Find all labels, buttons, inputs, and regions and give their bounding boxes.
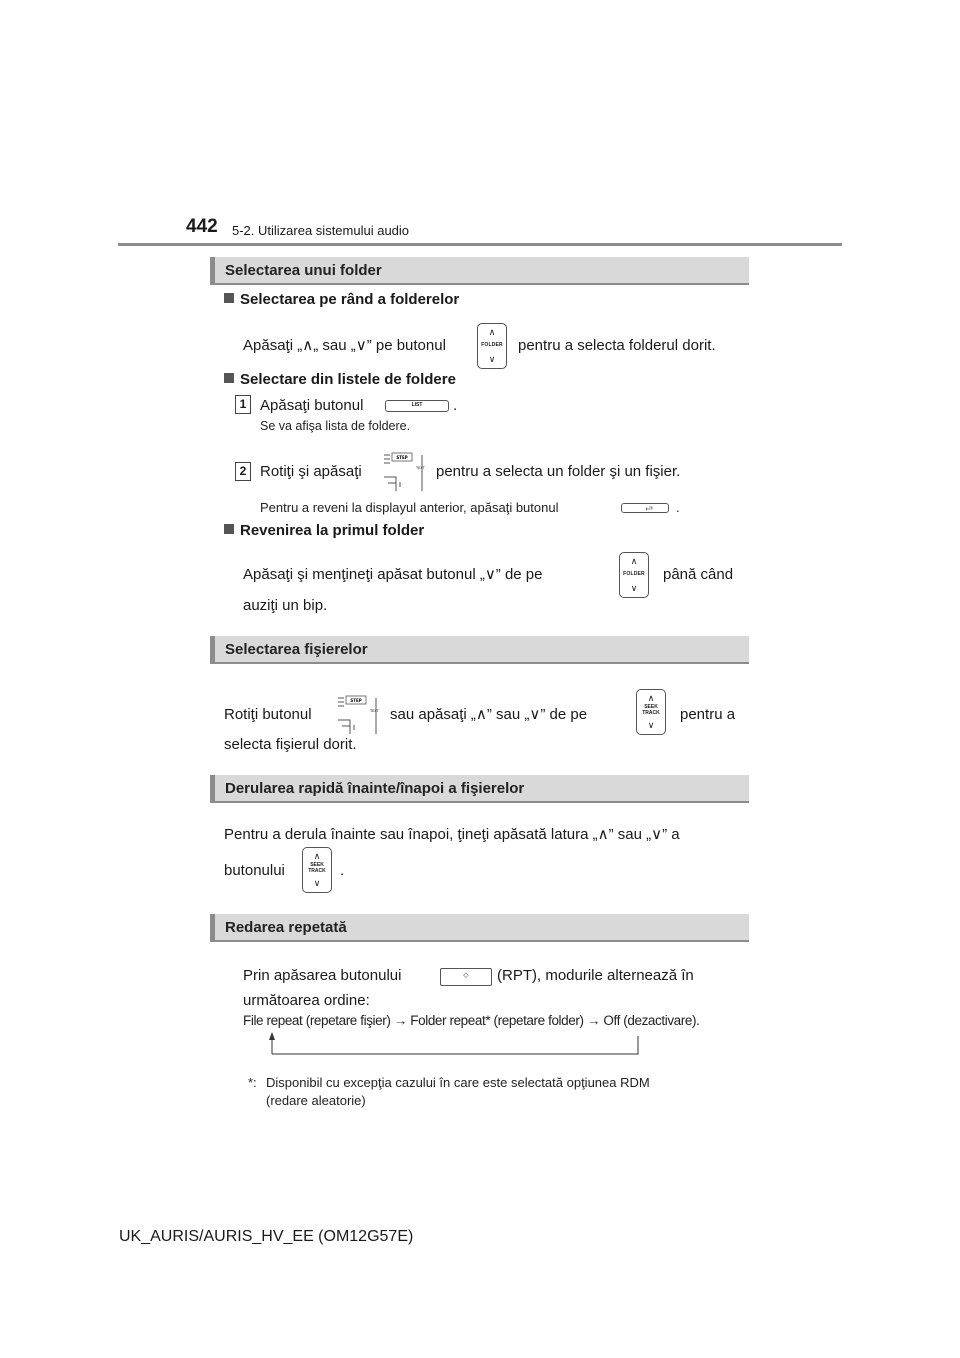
subhead-folder-sequential: Selectarea pe rând a folderelor <box>224 291 459 308</box>
svg-text:TEXT: TEXT <box>370 709 379 713</box>
list-button-icon: LIST <box>385 400 449 412</box>
tune-knob-icon <box>382 449 426 493</box>
folder-button-icon: ∧ FOLDER ∨ <box>619 552 649 598</box>
repeat-line2: următoarea ordine: <box>243 992 370 1009</box>
step1-note: Se va afişa lista de foldere. <box>260 419 411 433</box>
square-bullet-icon <box>224 524 234 534</box>
section-title: Redarea repetată <box>225 919 347 936</box>
seek-track-button-icon: ∧ SEEK TRACK ∨ <box>302 847 332 893</box>
subhead-first-folder: Revenirea la primul folder <box>224 522 424 539</box>
repeat-line1-a: Prin apăsarea butonului <box>243 967 402 984</box>
step2-note: Pentru a reveni la displayul anterior, apăsaţi butonul <box>260 500 559 515</box>
paragraph-folder-sequential: Apăsaţi „∧„ sau „∨” pe butonul <box>243 337 446 354</box>
ffwd-line1: Pentru a derula înainte sau înapoi, ţineţi apăsată latura „∧” sau „∨” a <box>224 826 680 843</box>
files-line1-a: Rotiţi butonul <box>224 706 312 723</box>
subhead-folder-list: Selectare din listele de foldere <box>224 371 456 388</box>
section-header-folder <box>210 257 749 285</box>
footnote-line2: (redare aleatorie) <box>266 1093 366 1108</box>
first-folder-line2: auziţi un bip. <box>243 597 328 614</box>
files-line1-b: sau apăsaţi „∧” sau „∨” de pe <box>390 706 588 723</box>
seek-track-button-icon: ∧ SEEK TRACK ∨ <box>636 689 666 735</box>
repeat-line1-b: (RPT), modurile alternează în <box>497 967 694 984</box>
svg-text:TEXT: TEXT <box>416 466 425 470</box>
svg-text:STEP: STEP <box>396 455 408 460</box>
repeat-sequence: File repeat (repetare fişier) → Folder repeat* (repetare folder) → Off (dezactivare). <box>243 1013 700 1028</box>
section-header-repeat <box>210 914 749 942</box>
cycle-arrow-icon <box>265 1030 645 1056</box>
folder-button-icon: ∧ FOLDER ∨ <box>477 323 507 369</box>
files-line2: selecta fişierul dorit. <box>224 736 357 753</box>
page-number: 442 <box>186 216 218 237</box>
step-number-2: 2 <box>235 462 251 481</box>
tune-knob-icon <box>336 692 380 736</box>
header-rule <box>118 243 842 246</box>
step-number-1: 1 <box>235 395 251 414</box>
section-title: Derularea rapidă înainte/înapoi a fişierelor <box>225 780 525 797</box>
first-folder-line1: Apăsaţi şi menţineţi apăsat butonul „∨” de pe <box>243 566 543 583</box>
running-head: 5-2. Utilizarea sistemului audio <box>232 223 410 238</box>
square-bullet-icon <box>224 293 234 303</box>
section-header-files <box>210 636 749 664</box>
section-header-ffwd <box>210 775 749 803</box>
footnote-mark: *: <box>248 1075 257 1090</box>
footnote-line1: Disponibil cu excepţia cazului în care este selectată opţiunea RDM <box>266 1075 650 1090</box>
ffwd-line2-a: butonului <box>224 862 285 879</box>
step1-text: Apăsaţi butonul <box>260 397 364 414</box>
step2-text-a: Rotiţi şi apăsaţi <box>260 463 362 480</box>
section-title: Selectarea fişierelor <box>225 641 368 658</box>
svg-text:STEP: STEP <box>350 698 362 703</box>
step2-text-b: pentru a selecta un folder şi un fişier. <box>436 463 681 480</box>
paragraph-folder-sequential-end: pentru a selecta folderul dorit. <box>518 337 716 354</box>
back-button-icon <box>621 503 669 513</box>
section-title: Selectarea unui folder <box>225 262 382 279</box>
model-code: UK_AURIS/AURIS_HV_EE (OM12G57E) <box>119 1228 414 1245</box>
rpt-button-icon: ◇ <box>440 968 492 986</box>
square-bullet-icon <box>224 373 234 383</box>
